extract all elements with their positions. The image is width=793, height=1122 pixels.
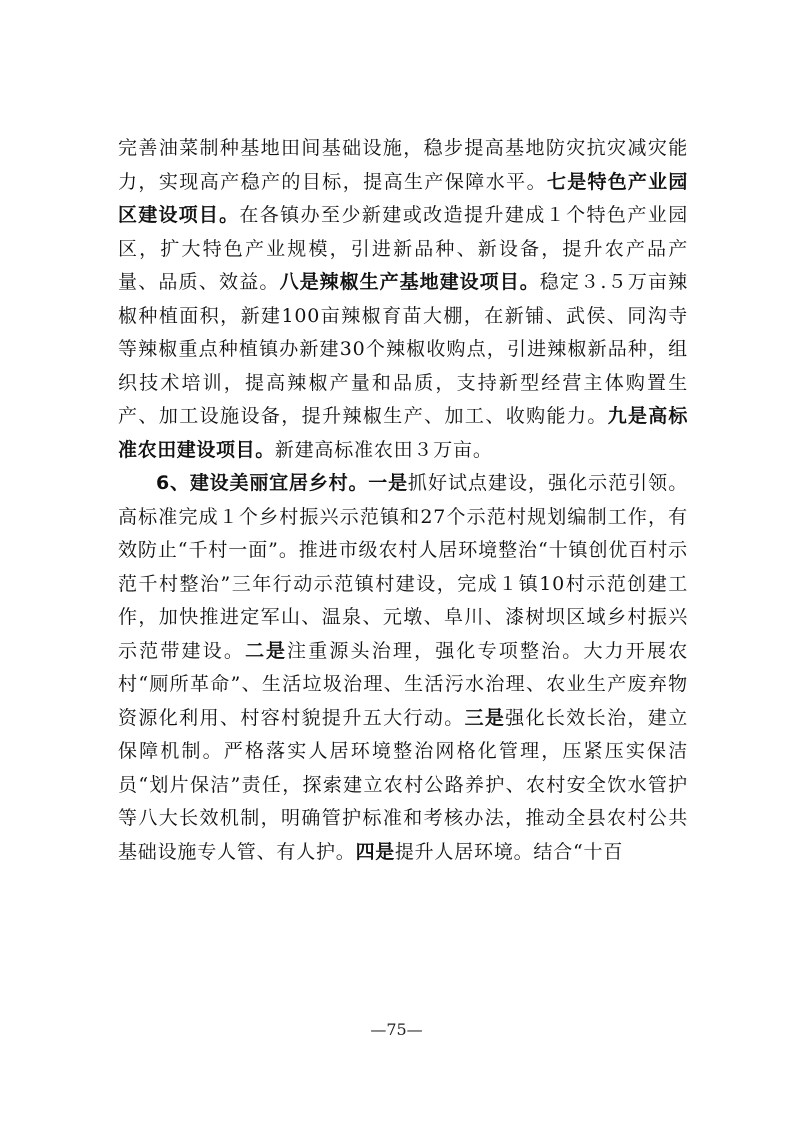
bold-run-point-2: 二是 bbox=[245, 639, 288, 662]
bold-run-point-3: 三是 bbox=[464, 706, 506, 729]
text-run: 强化长效长治，建立保障机制。严格落实人居环境整治网格化管理，压紧压实保洁员“划片保洁”责任，探索建立农村公路养护、农村安全饮水管护等八大长效机制，明确管护标准和考核办法，推动全县农村公共基础设施专人管、有人护。 bbox=[118, 706, 688, 863]
text-run: 抓好试点建设，强化示范引领。高标准完成１个乡村振兴示范镇和27个示范村规划编制工作，有效防止“千村一面”。推进市级农村人居环境整治“十镇创优百村示范千村整治”三年行动示范镇村建设，完成１镇10村示范创建工作，加快推进定军山、温泉、元墩、阜川、漆树坝区域乡村振兴示范带建设。 bbox=[118, 472, 689, 662]
section-heading: 6、建设美丽宜居乡村。 bbox=[156, 472, 369, 494]
text-run: 新建高标准农田３万亩。 bbox=[274, 438, 493, 461]
text-run: 稳定３.５万亩辣椒种植面积，新建100亩辣椒育苗大棚，在新铺、武侯、同沟寺等辣椒重点种植镇办新建30个辣椒收购点，引进辣椒新品种，组织技术培训，提高辣椒产量和品质，支持新型经营主体购置生产、加工设施设备，提升辣椒生产、加工、收购能力。 bbox=[118, 271, 688, 427]
bold-run-project-9: 九是高标准农田建设项目。 bbox=[118, 405, 689, 461]
paragraph-beautiful-villages bbox=[118, 467, 688, 869]
text-run: 注重源头治理，强化专项整治。大力开展农村“厕所革命”、生活垃圾治理、生活污水治理、农业生产废弃物资源化利用、村容村貌提升五大行动。 bbox=[118, 639, 688, 729]
body-text bbox=[118, 132, 688, 869]
paragraph-continuation bbox=[118, 132, 688, 467]
bold-run-point-4: 四是 bbox=[355, 840, 395, 863]
text-run: 完善油菜制种基地田间基础设施，稳步提高基地防灾抗灾减灾能力，实现高产稳产的目标，提高生产保障水平。 bbox=[118, 137, 688, 193]
bold-run-project-7: 七是特色产业园区建设项目。 bbox=[118, 170, 688, 226]
text-run: 在各镇办至少新建或改造提升建成１个特色产业园区，扩大特色产业规模，引进新品种、新设备，提升农产品产量、品质、效益。 bbox=[118, 204, 688, 293]
text-run: 提升人居环境。结合“十百 bbox=[394, 840, 624, 863]
bold-run-point-1: 一是 bbox=[368, 472, 408, 494]
bold-run-project-8: 八是辣椒生产基地建设项目。 bbox=[279, 271, 540, 293]
page-number: —75— bbox=[370, 1020, 423, 1039]
